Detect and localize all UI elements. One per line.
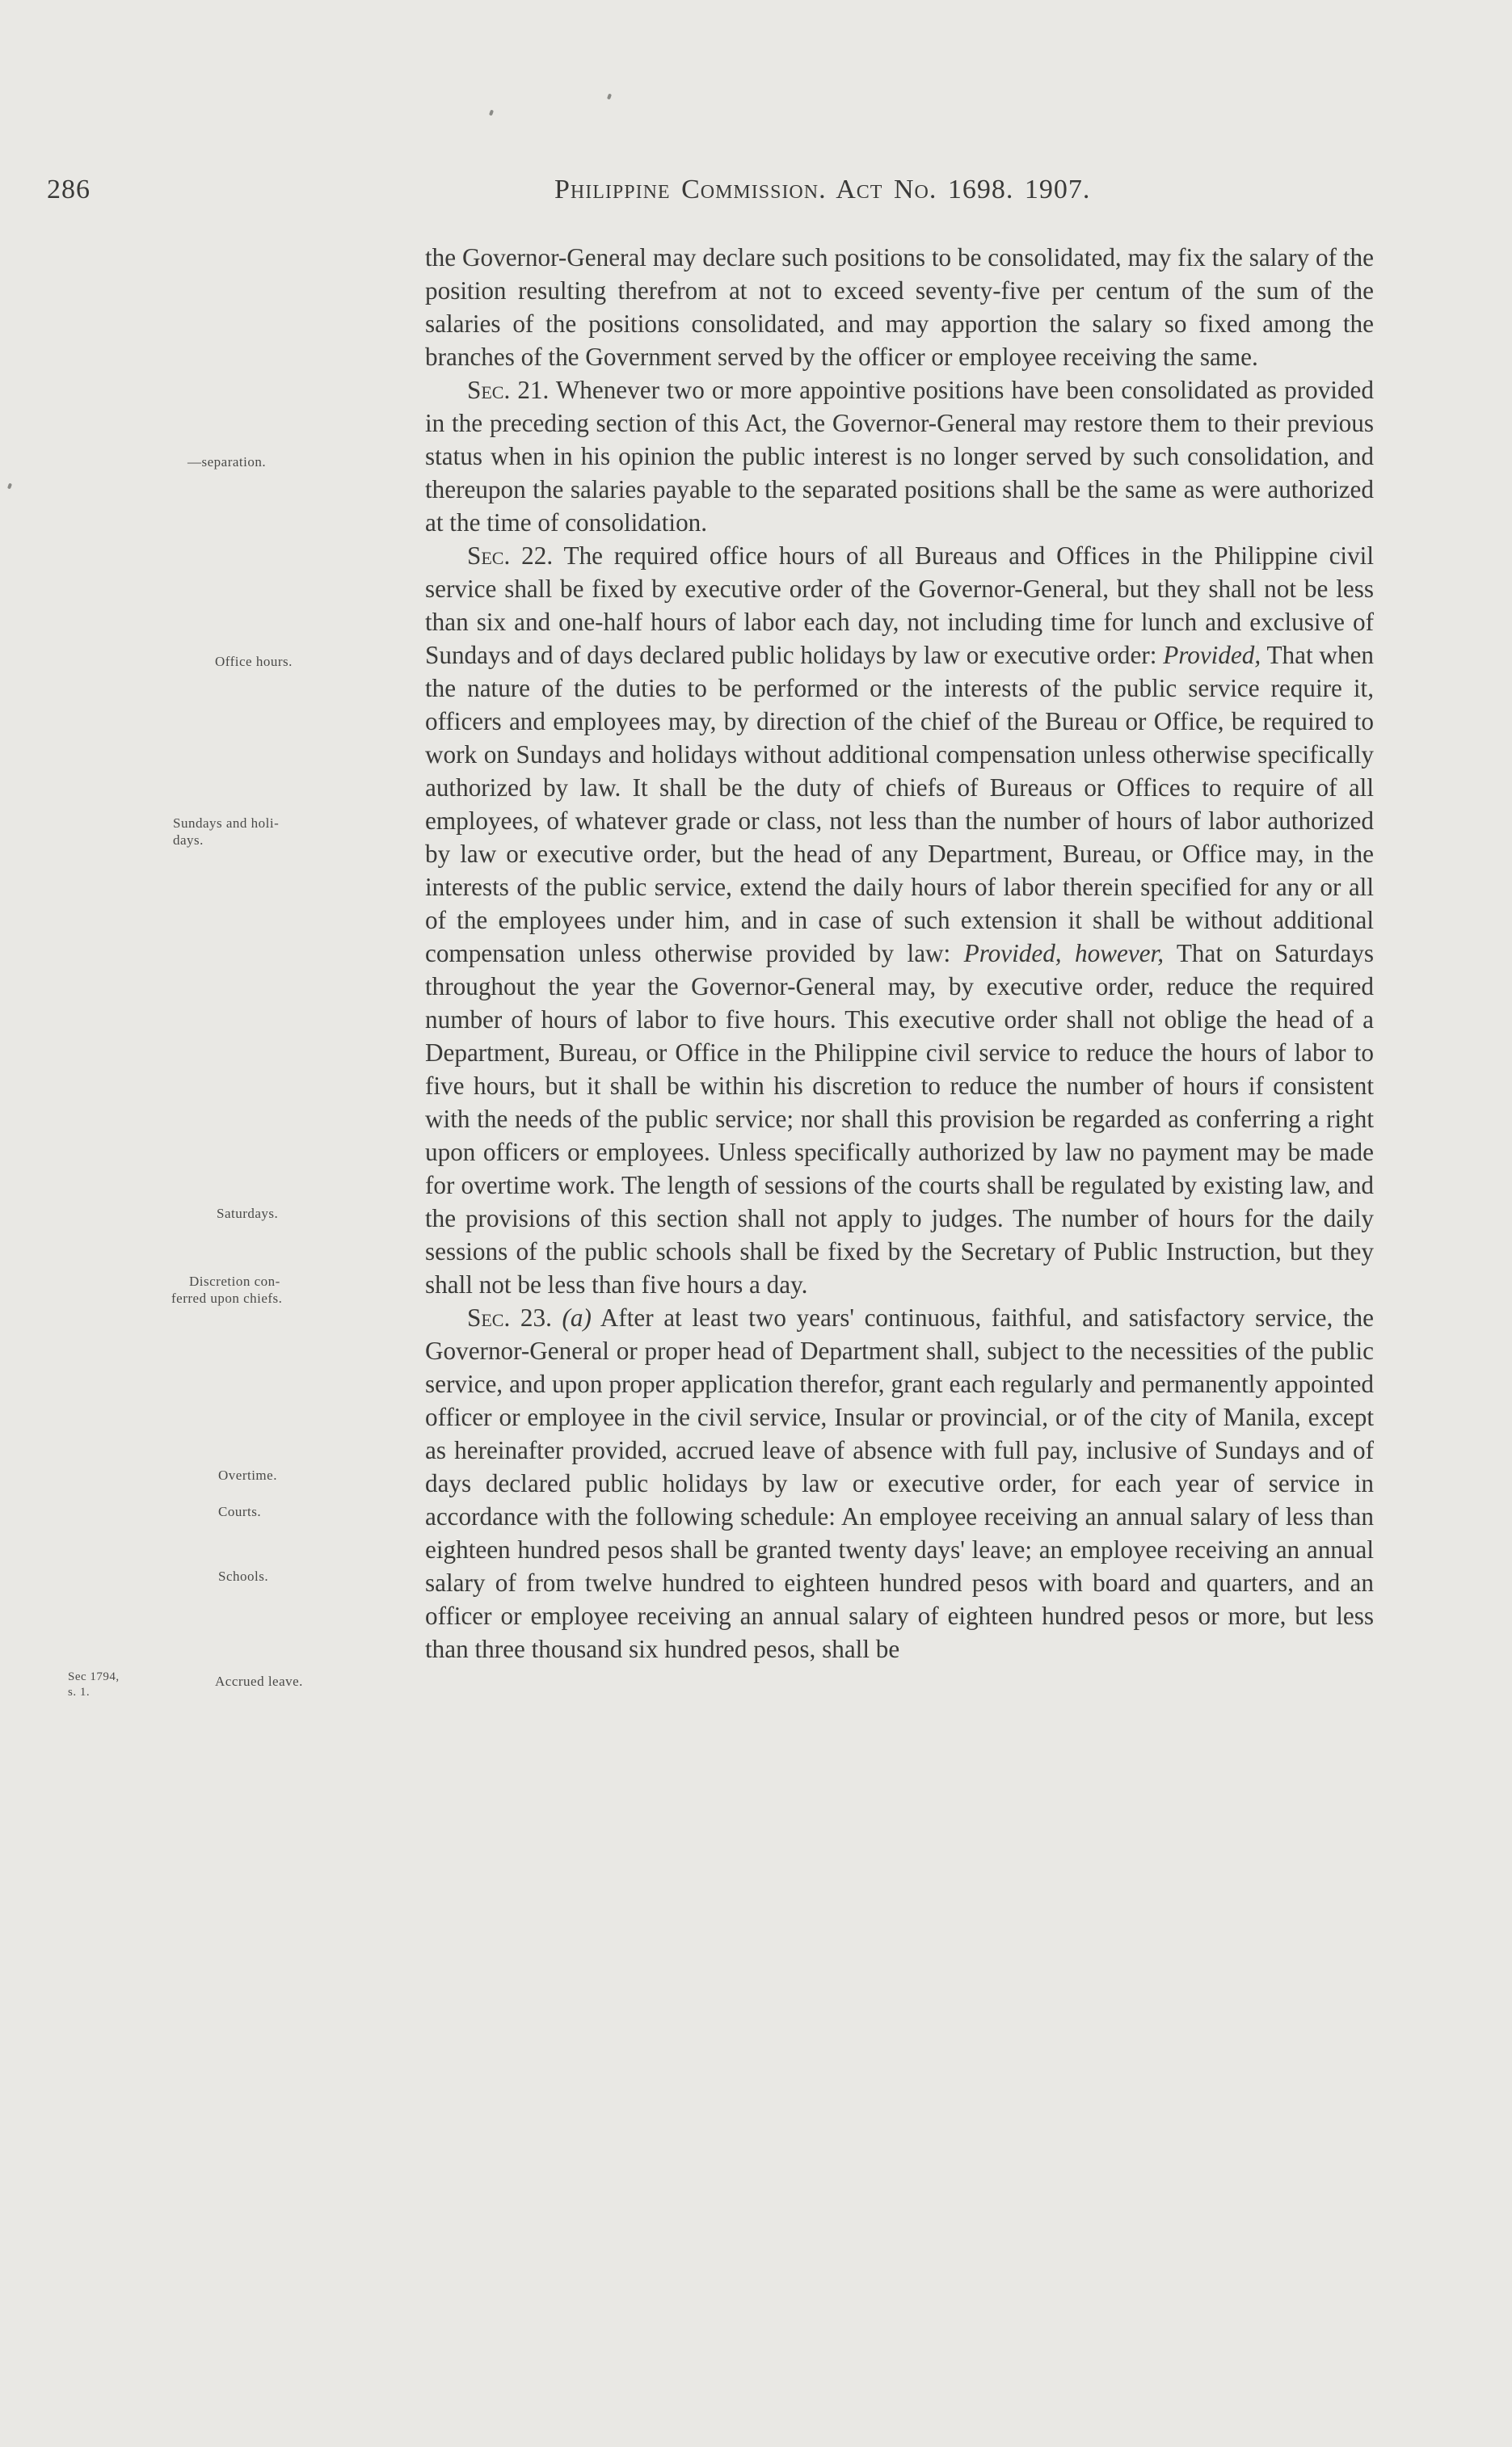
margin-note-section-reference-line1: Sec 1794, (68, 1670, 120, 1683)
proviso-provided: Provided, (1163, 641, 1261, 669)
margin-note-discretion (171, 1273, 282, 1307)
running-title: Philippine Commission. Act No. 1698. 1907. (554, 175, 1091, 204)
section-22-text-b: That when the nature of the duties to be performed or the interests of the public service require it, officers and employees may, by direction of the chief of the Bureau or Office, be required to work on Sundays and holidays without additional compensation unless otherwise specifically authorized by law. It shall be the duty of chiefs of Bureaus or Offices to require of all employees, of whatever grade or class, not less than the number of hours of labor authorized by law or executive order, but the head of any Department, Bureau, or Office may, in the interests of the public service, extend the daily hours of labor therein specified for any or all of the employees under him, and in case of such extension it shall be without additional compensation unless otherwise provided by law: (425, 641, 1374, 967)
scan-speck (489, 110, 494, 116)
margin-note-sundays-line2: days. (173, 832, 204, 848)
margin-note-discretion-line1: Discretion con- (189, 1274, 280, 1289)
scan-speck (607, 94, 612, 100)
margin-note-schools: Schools. (218, 1569, 269, 1584)
margin-note-section-reference (68, 1670, 120, 1700)
scan-speck (7, 483, 12, 490)
body-text (425, 241, 1374, 1666)
margin-note-sundays-line1: Sundays and holi- (173, 815, 280, 831)
page-number: 286 (47, 175, 91, 204)
margin-note-section-reference-line2: s. 1. (68, 1686, 91, 1699)
margin-note-discretion-line2: ferred upon chiefs. (171, 1291, 283, 1306)
paragraph-continuation: the Governor-General may declare such positions to be consolidated, may fix the salary of the position resulting therefrom at not to exceed seventy-five per centum of the sum of the salaries of the positions consolidated, and may apportion the salary so fixed among the branches of the Government served by the officer or employee receiving the same. (425, 243, 1374, 371)
proviso-provided-however: Provided, however, (963, 939, 1164, 967)
section-23-text: After at least two years' continuous, faithful, and satisfactory service, the Governor-General or proper head of Department shall, subject to the necessities of the public service, and upon proper application therefor, grant each regularly and permanently appointed officer or employee in the civil service, Insular or provincial, or of the city of Manila, except as hereinafter provided, accrued leave of absence with full pay, inclusive of Sundays and of days declared public holidays by law or executive order, for each year of service in accordance with the following schedule: An employee receiving an annual salary of less than eighteen hundred pesos shall be granted twenty days' leave; an employee receiving an annual salary of from twelve hundred to eighteen hundred pesos with board and quarters, and an officer or employee receiving an annual salary of eighteen hundred pesos or more, but less than three thousand six hundred pesos, shall be (425, 1304, 1374, 1663)
section-22-text-a: The required office hours of all Bureaus and Offices in the Philippine civil service shall be fixed by executive order of the Governor-General, but they shall not be less than six and one-half hours of labor each day, not including time for lunch and exclusive of Sundays and of days declared public holidays by law or executive order: (425, 541, 1375, 669)
margin-note-sundays (173, 815, 279, 849)
section-22-text-c: That on Saturdays throughout the year the Governor-General may, by executive order, reduce the required number of hours of labor to five hours. This executive order shall not oblige the head of a Department, Bureau, or Office in the Philippine civil service to reduce the hours of labor to five hours, but it shall be within his discretion to reduce the number of hours if consistent with the needs of the public service; nor shall this provision be regarded as conferring a right upon officers or employees. Unless specifically authorized by law no payment may be made for overtime work. The length of sessions of the courts shall be regulated by existing law, and the provisions of this section shall not apply to judges. The number of hours for the daily sessions of the public schools shall be fixed by the Secretary of Public Instruction, but they shall not be less than five hours a day. (425, 939, 1374, 1299)
section-23-subsection: (a) (551, 1304, 592, 1332)
paragraph-section-22 (425, 539, 1374, 1301)
section-21-label: Sec. 21. (467, 376, 550, 404)
section-21-text: Whenever two or more appointive positions have been consolidated as provided in the preceding section of this Act, the Governor-General may restore them to their previous status when in his opinion the public interest is no longer served by such consolidation, and thereupon the salaries payable to the separated positions shall be the same as were authorized at the time of consolidation. (425, 376, 1374, 537)
margin-note-saturdays: Saturdays. (217, 1206, 279, 1221)
section-23-label: Sec. 23. (467, 1304, 552, 1332)
paragraph-section-21 (425, 373, 1374, 539)
margin-note-courts: Courts. (218, 1504, 262, 1519)
margin-note-accrued-leave: Accrued leave. (215, 1674, 303, 1689)
margin-note-overtime: Overtime. (218, 1468, 277, 1483)
paragraph-section-23 (425, 1301, 1374, 1666)
margin-note-office-hours: Office hours. (215, 654, 293, 669)
margin-note-separation: —separation. (187, 454, 267, 470)
page-header (47, 175, 1259, 215)
section-22-label: Sec. 22. (467, 541, 554, 570)
